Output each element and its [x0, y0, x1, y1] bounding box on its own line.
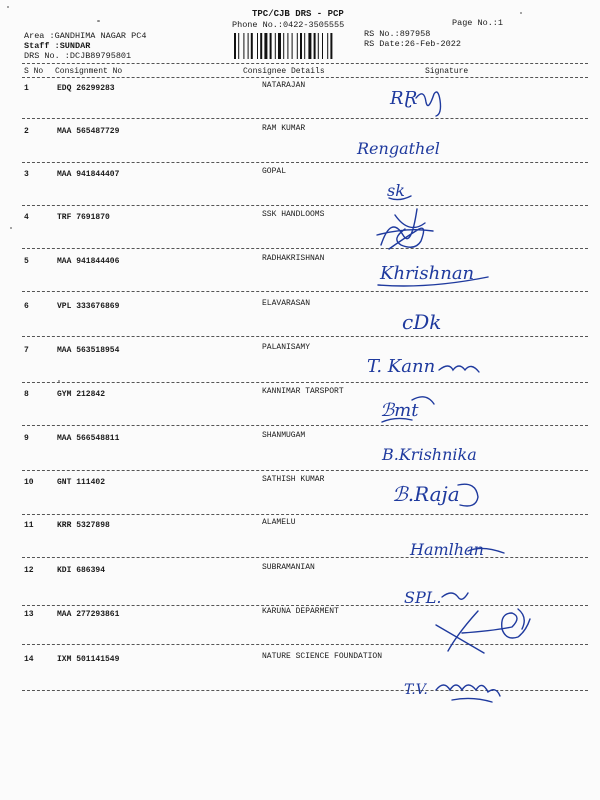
row-consignee: SHANMUGAM — [262, 431, 306, 440]
signature-1 — [388, 84, 458, 114]
row-consignee: PALANISAMY — [262, 343, 311, 352]
signature-5 — [378, 255, 498, 289]
row-consignment-no: MAA 566548811 — [57, 434, 120, 443]
col-consignment-header: Consignment No — [55, 67, 123, 76]
row-separator — [22, 205, 588, 206]
row-sno: 7 — [24, 346, 29, 355]
row-consignee: SSK HANDLOOMS — [262, 210, 325, 219]
scan-speck — [58, 380, 60, 382]
row-separator — [22, 162, 588, 163]
row-sno: 12 — [24, 566, 34, 575]
barcode-bar — [260, 33, 262, 59]
row-consignment-no: MAA 941844407 — [57, 170, 120, 179]
row-consignment-no: KDI 686394 — [57, 566, 106, 575]
row-consignment-no: GNT 111402 — [57, 478, 106, 487]
row-consignment-no: MAA 941844406 — [57, 257, 120, 266]
barcode-bar — [275, 33, 276, 59]
row-consignee: RAM KUMAR — [262, 124, 306, 133]
barcode-bar — [287, 33, 288, 59]
row-consignee: SATHISH KUMAR — [262, 475, 325, 484]
row-sno: 14 — [24, 655, 34, 664]
row-sno: 9 — [24, 434, 29, 443]
row-consignee: KANNIMAR TARSPORT — [262, 387, 344, 396]
barcode-bar — [238, 33, 239, 59]
row-sno: 8 — [24, 390, 29, 399]
svg-text:Khrishnan: Khrishnan — [380, 263, 475, 284]
barcode-bar — [327, 33, 328, 59]
signature-14 — [402, 674, 522, 704]
signature-11 — [408, 535, 508, 563]
drs-number: DRS No. :DCJB89795801 — [24, 51, 132, 61]
row-sno: 5 — [24, 257, 29, 266]
header-rule-top — [22, 63, 588, 64]
barcode-bar — [330, 33, 332, 59]
signature-3 — [385, 176, 425, 206]
row-consignee: ALAMELU — [262, 518, 296, 527]
svg-text:ℬ.Raja: ℬ.Raja — [392, 482, 460, 506]
row-consignee: NATURE SCIENCE FOUNDATION — [262, 652, 383, 661]
row-consignee: GOPAL — [262, 167, 287, 176]
row-consignee: NATARAJAN — [262, 81, 306, 90]
row-consignee: KARUNA DEPARMENT — [262, 607, 339, 616]
row-sno: 10 — [24, 478, 34, 487]
row-separator — [22, 248, 588, 249]
signature-7 — [365, 350, 495, 380]
row-consignment-no: MAA 563518954 — [57, 346, 120, 355]
row-sno: 2 — [24, 127, 29, 136]
row-separator — [22, 118, 588, 119]
barcode-bar — [318, 33, 319, 59]
barcode-bar — [304, 33, 305, 59]
svg-text:T. Kann: T. Kann — [367, 356, 436, 377]
staff-label: Staff :SUNDAR — [24, 41, 91, 51]
page-number: Page No.:1 — [452, 18, 504, 28]
barcode-bar — [278, 33, 281, 59]
barcode-bar — [322, 33, 323, 59]
barcode-bar — [243, 33, 244, 59]
barcode-bar — [283, 33, 284, 59]
row-separator — [22, 470, 588, 471]
row-sno: 6 — [24, 302, 29, 311]
row-separator — [22, 514, 588, 515]
row-sno: 1 — [24, 84, 29, 93]
row-consignee: ELAVARASAN — [262, 299, 311, 308]
barcode-bar — [264, 33, 267, 59]
svg-text:ℬmt: ℬmt — [380, 400, 419, 421]
row-sno: 11 — [24, 521, 34, 530]
row-consignment-no: TRF 7691870 — [57, 213, 110, 222]
svg-text:T.V.: T.V. — [404, 682, 428, 698]
svg-text:B.Krishnika: B.Krishnika — [382, 445, 477, 464]
svg-text:Hamlhan: Hamlhan — [410, 540, 484, 559]
row-consignment-no: MAA 277293861 — [57, 610, 120, 619]
scan-speck — [7, 6, 9, 8]
row-separator — [22, 382, 588, 383]
row-consignee: RADHAKRISHNAN — [262, 254, 325, 263]
signature-8 — [378, 390, 448, 426]
svg-text:sk: sk — [387, 181, 405, 200]
row-separator — [22, 425, 588, 426]
barcode-bar — [257, 33, 258, 59]
sheet-title: TPC/CJB DRS - PCP — [252, 9, 344, 19]
row-consignee: SUBRAMANIAN — [262, 563, 315, 572]
signature-10 — [390, 477, 490, 511]
barcode-bar — [251, 33, 253, 59]
phone-number: Phone No.:0422-3505555 — [232, 20, 345, 30]
barcode-bar — [297, 33, 298, 59]
signature-6 — [400, 307, 460, 337]
row-consignment-no: EDQ 26299283 — [57, 84, 115, 93]
row-consignment-no: IXM 501141549 — [57, 655, 120, 664]
svg-text:SPL.: SPL. — [404, 588, 442, 607]
col-signature-header: Signature — [425, 67, 469, 76]
barcode-bar — [292, 33, 293, 59]
svg-text:RⱤ: RⱤ — [390, 88, 418, 109]
svg-text:cDk: cDk — [402, 310, 442, 334]
row-separator — [22, 291, 588, 292]
barcode-bar — [248, 33, 249, 59]
row-sno: 4 — [24, 213, 29, 222]
barcode — [232, 33, 356, 59]
row-sno: 13 — [24, 610, 34, 619]
barcode-bar — [270, 33, 272, 59]
signature-9 — [380, 438, 500, 468]
scan-speck — [10, 227, 12, 229]
header-rule-bottom — [22, 77, 588, 78]
col-consignee-header: Consignee Details — [243, 67, 325, 76]
row-consignment-no: KRR 5327898 — [57, 521, 110, 530]
rs-date: RS Date:26-Feb-2022 — [364, 39, 461, 49]
rs-number: RS No.:897958 — [364, 29, 431, 39]
scan-speck — [97, 20, 100, 22]
barcode-bar — [308, 33, 311, 59]
scan-speck — [520, 12, 522, 14]
row-consignment-no: GYM 212842 — [57, 390, 106, 399]
signature-2 — [355, 134, 455, 164]
svg-text:Rengathel: Rengathel — [357, 139, 440, 158]
row-separator — [22, 336, 588, 337]
row-consignment-no: MAA 565487729 — [57, 127, 120, 136]
signature-13 — [432, 603, 552, 661]
row-sno: 3 — [24, 170, 29, 179]
barcode-bar — [234, 33, 236, 59]
signature-4 — [375, 205, 445, 253]
barcode-bar — [300, 33, 302, 59]
barcode-bar — [314, 33, 316, 59]
col-sno-header: S No — [24, 67, 44, 76]
row-consignment-no: VPL 333676869 — [57, 302, 120, 311]
area-label: Area :GANDHIMA NAGAR PC4 — [24, 31, 147, 41]
